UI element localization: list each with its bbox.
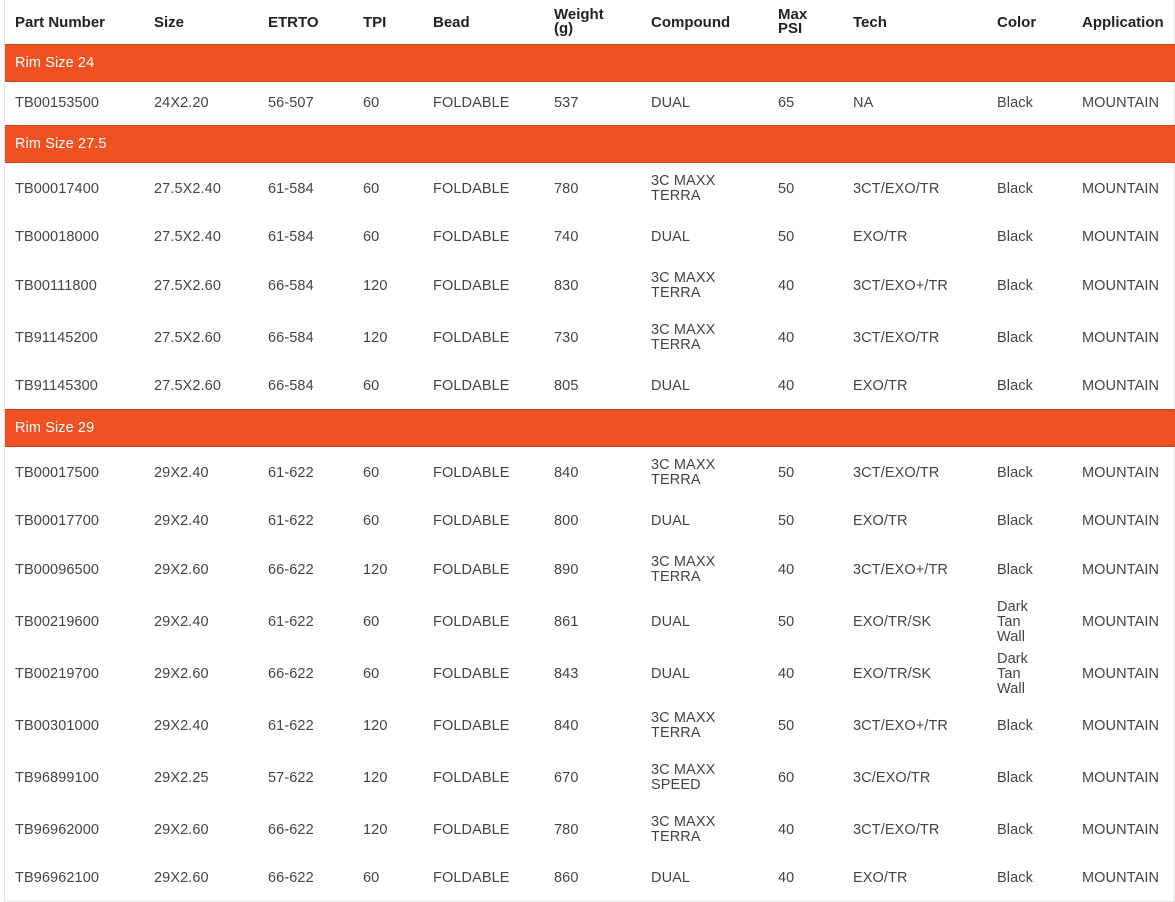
bead-cell: FOLDABLE xyxy=(433,329,510,346)
bead-cell: FOLDABLE xyxy=(433,613,510,630)
weight-cell: 843 xyxy=(554,665,579,682)
tpi-cell: 60 xyxy=(363,665,380,682)
spec-table xyxy=(5,0,1175,901)
tech-cell: 3CT/EXO/TR xyxy=(853,329,940,346)
section-title: Rim Size 29 xyxy=(5,410,1175,447)
etrto-cell: 66-622 xyxy=(268,870,314,886)
size-cell: 29X2.40 xyxy=(154,613,209,630)
color-cell: Black xyxy=(997,821,1033,838)
table-row xyxy=(5,312,1175,364)
max-psi-cell: 50 xyxy=(778,717,795,734)
size-cell: 29X2.60 xyxy=(154,870,209,886)
etrto-cell: 66-622 xyxy=(268,665,314,682)
etrto-cell: 66-622 xyxy=(268,821,314,838)
table-row xyxy=(5,804,1175,856)
color-cell: Black xyxy=(997,870,1033,886)
part-number-cell: TB00017500 xyxy=(15,464,100,481)
color-cell: Black xyxy=(997,378,1033,394)
etrto-cell: 61-622 xyxy=(268,464,314,481)
tpi-cell: 60 xyxy=(363,229,380,245)
header-weight: Weight (g) xyxy=(554,6,604,37)
size-cell: 29X2.40 xyxy=(154,717,209,734)
part-number-cell: TB00018000 xyxy=(15,229,100,245)
part-number-cell: TB96962100 xyxy=(15,870,100,886)
max-psi-cell: 40 xyxy=(778,277,795,294)
max-psi-cell: 50 xyxy=(778,180,795,197)
table-body xyxy=(5,45,1175,902)
max-psi-cell: 50 xyxy=(778,229,795,245)
color-cell: Black xyxy=(997,329,1033,346)
etrto-cell: 66-584 xyxy=(268,277,314,294)
weight-cell: 670 xyxy=(554,769,579,786)
etrto-cell: 61-622 xyxy=(268,717,314,734)
tech-cell: NA xyxy=(853,95,874,111)
weight-cell: 860 xyxy=(554,870,579,886)
compound-cell: DUAL xyxy=(651,95,691,111)
tech-cell: EXO/TR xyxy=(853,378,908,394)
tpi-cell: 120 xyxy=(363,561,388,578)
table-row xyxy=(5,163,1175,216)
table-row xyxy=(5,752,1175,804)
color-cell: Dark Tan Wall xyxy=(997,598,1029,645)
compound-cell: 3C MAXX TERRA xyxy=(651,322,716,353)
tpi-cell: 60 xyxy=(363,180,380,197)
tpi-cell: 120 xyxy=(363,769,388,786)
compound-cell: 3C MAXX TERRA xyxy=(651,173,716,204)
weight-cell: 840 xyxy=(554,464,579,481)
weight-cell: 730 xyxy=(554,329,579,346)
table-row xyxy=(5,260,1175,312)
color-cell: Dark Tan Wall xyxy=(997,650,1029,697)
weight-cell: 830 xyxy=(554,277,579,294)
compound-cell: 3C MAXX SPEED xyxy=(651,762,716,793)
part-number-cell: TB91145300 xyxy=(15,378,98,394)
etrto-cell: 56-507 xyxy=(268,95,314,111)
tpi-cell: 120 xyxy=(363,821,388,838)
color-cell: Black xyxy=(997,513,1033,529)
application-cell: MOUNTAIN xyxy=(1082,378,1160,394)
tech-cell: 3CT/EXO/TR xyxy=(853,464,940,481)
color-cell: Black xyxy=(997,717,1033,734)
weight-cell: 780 xyxy=(554,821,579,838)
bead-cell: FOLDABLE xyxy=(433,180,510,197)
color-cell: Black xyxy=(997,229,1033,245)
table-row xyxy=(5,447,1175,500)
application-cell: MOUNTAIN xyxy=(1082,561,1160,578)
header-compound: Compound xyxy=(651,13,731,31)
bead-cell: FOLDABLE xyxy=(433,277,510,294)
header-tpi: TPI xyxy=(363,13,387,31)
bead-cell: FOLDABLE xyxy=(433,821,510,838)
compound-cell: DUAL xyxy=(651,378,691,394)
application-cell: MOUNTAIN xyxy=(1082,277,1160,294)
etrto-cell: 66-584 xyxy=(268,378,314,394)
size-cell: 29X2.25 xyxy=(154,769,209,786)
color-cell: Black xyxy=(997,95,1033,111)
application-cell: MOUNTAIN xyxy=(1082,464,1160,481)
section-row xyxy=(5,126,1175,163)
bead-cell: FOLDABLE xyxy=(433,717,510,734)
etrto-cell: 61-584 xyxy=(268,180,314,197)
bead-cell: FOLDABLE xyxy=(433,870,510,886)
section-title: Rim Size 27.5 xyxy=(5,126,1175,163)
part-number-cell: TB00301000 xyxy=(15,717,100,734)
tech-cell: 3CT/EXO/TR xyxy=(853,180,940,197)
header-color: Color xyxy=(997,13,1037,31)
application-cell: MOUNTAIN xyxy=(1082,329,1160,346)
compound-cell: 3C MAXX TERRA xyxy=(651,457,716,488)
etrto-cell: 66-622 xyxy=(268,561,314,578)
part-number-cell: TB00219600 xyxy=(15,613,100,630)
tire-spec-table xyxy=(4,0,1175,902)
etrto-cell: 57-622 xyxy=(268,769,314,786)
color-cell: Black xyxy=(997,464,1033,481)
header-part-number: Part Number xyxy=(15,13,106,31)
tech-cell: 3CT/EXO+/TR xyxy=(853,717,948,734)
compound-cell: DUAL xyxy=(651,613,691,630)
max-psi-cell: 40 xyxy=(778,329,795,346)
size-cell: 27.5X2.60 xyxy=(154,277,222,294)
tpi-cell: 60 xyxy=(363,464,380,481)
part-number-cell: TB00111800 xyxy=(15,277,97,294)
bead-cell: FOLDABLE xyxy=(433,378,510,394)
header-size: Size xyxy=(154,13,185,31)
part-number-cell: TB00096500 xyxy=(15,561,100,578)
section-row xyxy=(5,410,1175,447)
max-psi-cell: 50 xyxy=(778,513,795,529)
table-row xyxy=(5,82,1175,126)
size-cell: 27.5X2.60 xyxy=(154,329,222,346)
max-psi-cell: 40 xyxy=(778,561,795,578)
bead-cell: FOLDABLE xyxy=(433,513,510,529)
header-max-psi: Max PSI xyxy=(778,6,808,37)
application-cell: MOUNTAIN xyxy=(1082,613,1160,630)
compound-cell: 3C MAXX TERRA xyxy=(651,554,716,585)
section-title: Rim Size 24 xyxy=(5,45,1175,82)
part-number-cell: TB00017700 xyxy=(15,513,100,529)
weight-cell: 780 xyxy=(554,180,579,197)
weight-cell: 840 xyxy=(554,717,579,734)
table-row xyxy=(5,700,1175,752)
tpi-cell: 60 xyxy=(363,378,380,394)
tech-cell: EXO/TR xyxy=(853,229,908,245)
weight-cell: 861 xyxy=(554,613,579,630)
size-cell: 29X2.60 xyxy=(154,821,209,838)
size-cell: 29X2.40 xyxy=(154,513,209,529)
etrto-cell: 61-622 xyxy=(268,613,314,630)
bead-cell: FOLDABLE xyxy=(433,665,510,682)
bead-cell: FOLDABLE xyxy=(433,464,510,481)
tpi-cell: 60 xyxy=(363,513,380,529)
compound-cell: 3C MAXX TERRA xyxy=(651,270,716,301)
tech-cell: 3CT/EXO+/TR xyxy=(853,561,948,578)
size-cell: 29X2.40 xyxy=(154,464,209,481)
header-row xyxy=(5,0,1175,45)
part-number-cell: TB96962000 xyxy=(15,821,100,838)
max-psi-cell: 50 xyxy=(778,464,795,481)
header-application: Application xyxy=(1082,13,1164,31)
etrto-cell: 61-622 xyxy=(268,513,314,529)
weight-cell: 805 xyxy=(554,378,579,394)
size-cell: 29X2.60 xyxy=(154,665,209,682)
etrto-cell: 61-584 xyxy=(268,229,314,245)
max-psi-cell: 65 xyxy=(778,95,795,111)
part-number-cell: TB00219700 xyxy=(15,665,100,682)
max-psi-cell: 40 xyxy=(778,665,795,682)
tpi-cell: 120 xyxy=(363,277,388,294)
application-cell: MOUNTAIN xyxy=(1082,513,1160,529)
tech-cell: 3CT/EXO/TR xyxy=(853,821,940,838)
compound-cell: DUAL xyxy=(651,870,691,886)
tpi-cell: 60 xyxy=(363,870,380,886)
tech-cell: EXO/TR/SK xyxy=(853,613,932,630)
compound-cell: 3C MAXX TERRA xyxy=(651,814,716,845)
header-etrto: ETRTO xyxy=(268,13,319,31)
etrto-cell: 66-584 xyxy=(268,329,314,346)
size-cell: 27.5X2.40 xyxy=(154,229,222,245)
bead-cell: FOLDABLE xyxy=(433,561,510,578)
application-cell: MOUNTAIN xyxy=(1082,717,1160,734)
size-cell: 27.5X2.60 xyxy=(154,378,222,394)
application-cell: MOUNTAIN xyxy=(1082,769,1160,786)
table-header xyxy=(5,0,1175,45)
part-number-cell: TB00017400 xyxy=(15,180,100,197)
tpi-cell: 120 xyxy=(363,329,388,346)
header-tech: Tech xyxy=(853,13,887,31)
table-row xyxy=(5,499,1175,544)
application-cell: MOUNTAIN xyxy=(1082,821,1160,838)
size-cell: 27.5X2.40 xyxy=(154,180,222,197)
application-cell: MOUNTAIN xyxy=(1082,870,1160,886)
tech-cell: 3CT/EXO+/TR xyxy=(853,277,948,294)
part-number-cell: TB96899100 xyxy=(15,769,100,786)
max-psi-cell: 40 xyxy=(778,870,795,886)
max-psi-cell: 40 xyxy=(778,821,795,838)
application-cell: MOUNTAIN xyxy=(1082,95,1160,111)
application-cell: MOUNTAIN xyxy=(1082,665,1160,682)
tpi-cell: 120 xyxy=(363,717,388,734)
tech-cell: EXO/TR/SK xyxy=(853,665,932,682)
color-cell: Black xyxy=(997,277,1033,294)
bead-cell: FOLDABLE xyxy=(433,95,510,111)
weight-cell: 890 xyxy=(554,561,579,578)
compound-cell: 3C MAXX TERRA xyxy=(651,710,716,741)
header-bead: Bead xyxy=(433,13,470,31)
application-cell: MOUNTAIN xyxy=(1082,229,1160,245)
part-number-cell: TB00153500 xyxy=(15,95,100,111)
table-row xyxy=(5,215,1175,260)
table-row xyxy=(5,648,1175,700)
compound-cell: DUAL xyxy=(651,513,691,529)
tech-cell: EXO/TR xyxy=(853,870,908,886)
tech-cell: 3C/EXO/TR xyxy=(853,769,931,786)
table-row xyxy=(5,544,1175,596)
bead-cell: FOLDABLE xyxy=(433,229,510,245)
compound-cell: DUAL xyxy=(651,665,691,682)
size-cell: 24X2.20 xyxy=(154,95,209,111)
tpi-cell: 60 xyxy=(363,613,380,630)
table-row xyxy=(5,364,1175,410)
max-psi-cell: 40 xyxy=(778,378,795,394)
section-row xyxy=(5,45,1175,82)
color-cell: Black xyxy=(997,561,1033,578)
weight-cell: 740 xyxy=(554,229,579,245)
compound-cell: DUAL xyxy=(651,229,691,245)
application-cell: MOUNTAIN xyxy=(1082,180,1160,197)
tech-cell: EXO/TR xyxy=(853,513,908,529)
bead-cell: FOLDABLE xyxy=(433,769,510,786)
table-row xyxy=(5,856,1175,901)
color-cell: Black xyxy=(997,180,1033,197)
weight-cell: 537 xyxy=(554,95,579,111)
tpi-cell: 60 xyxy=(363,95,380,111)
table-row xyxy=(5,596,1175,648)
size-cell: 29X2.60 xyxy=(154,561,209,578)
max-psi-cell: 50 xyxy=(778,613,795,630)
weight-cell: 800 xyxy=(554,513,579,529)
part-number-cell: TB91145200 xyxy=(15,329,98,346)
color-cell: Black xyxy=(997,769,1033,786)
max-psi-cell: 60 xyxy=(778,769,795,786)
